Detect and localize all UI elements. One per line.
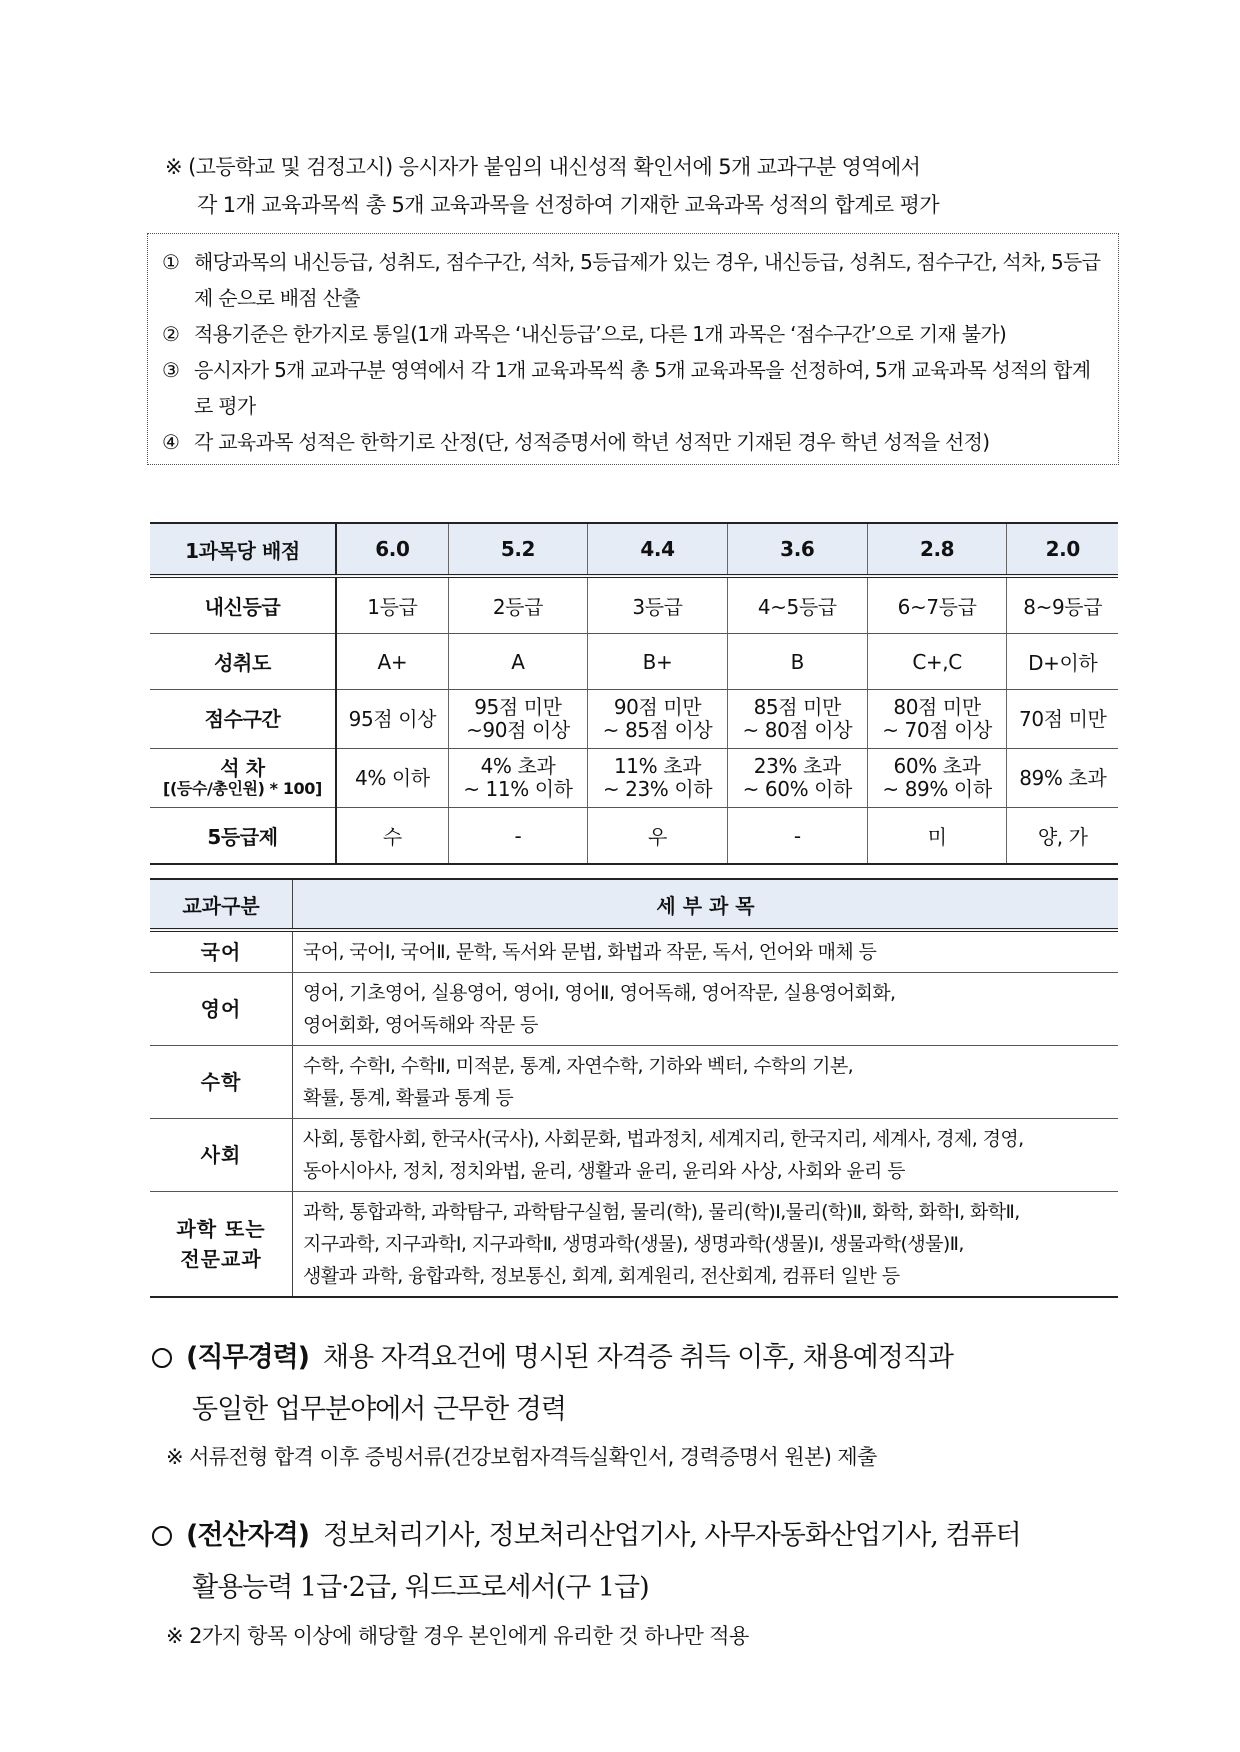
table-cell: 4% 초과 ~ 11% 이하 — [448, 749, 587, 808]
table-cell: 1등급 — [336, 576, 448, 634]
score-table-row — [150, 808, 1118, 865]
subject-category: 국어 — [150, 930, 293, 973]
it-cert-section — [152, 1510, 1132, 1614]
subject-items-line: 국어, 국어Ⅰ, 국어Ⅱ, 문학, 독서와 문법, 화법과 작문, 독서, 언어와 매체 등 — [303, 941, 877, 963]
table-cell: 3등급 — [588, 576, 728, 634]
subject-table-header — [150, 879, 1118, 930]
table-cell: 70점 미만 — [1007, 690, 1118, 749]
rule-number: ② — [162, 322, 180, 346]
table-cell: 2등급 — [448, 576, 587, 634]
score-table — [150, 522, 1118, 865]
row-label — [150, 634, 336, 690]
table-cell: 90점 미만 ~ 85점 이상 — [588, 690, 728, 749]
header-cell: 3.6 — [727, 523, 867, 576]
rule-item — [162, 244, 1106, 316]
table-cell: 95점 이상 — [336, 690, 448, 749]
header-cell: 4.4 — [588, 523, 728, 576]
circle-bullet-icon — [152, 1348, 172, 1368]
table-cell: 4% 이하 — [336, 749, 448, 808]
subject-table — [150, 878, 1118, 1298]
subject-category: 과학 또는 전문교과 — [150, 1192, 293, 1298]
row-label — [150, 576, 336, 634]
it-cert-line1: (전산자격) 정보처리기사, 정보처리산업기사, 사무자동화산업기사, 컴퓨터 — [152, 1510, 1132, 1562]
header-cell: 1과목당 배점 — [150, 523, 336, 576]
career-line2: 동일한 업무분야에서 근무한 경력 — [192, 1394, 566, 1425]
subject-items-line: 동아시아사, 정치, 정치와법, 윤리, 생활과 윤리, 윤리와 사상, 사회와 윤리 등 — [303, 1160, 905, 1182]
header-cell: 교과구분 — [150, 879, 293, 930]
score-table-header — [150, 523, 1118, 576]
header-cell: 5.2 — [448, 523, 587, 576]
table-cell: 89% 초과 — [1007, 749, 1118, 808]
rule-item — [162, 316, 1106, 352]
rule-item — [162, 352, 1106, 424]
table-cell: 6~7등급 — [867, 576, 1007, 634]
table-cell: - — [448, 808, 587, 865]
table-cell: 수 — [336, 808, 448, 865]
rule-text: 적용기준은 한가지로 통일(1개 과목은 ‘내신등급’으로, 다른 1개 과목은 ‘점수구간’으로 기재 불가) — [194, 322, 1007, 346]
it-cert-line2: 활용능력 1급·2급, 워드프로세서(구 1급) — [192, 1572, 649, 1603]
subject-items-line: 확률, 통계, 확률과 통계 등 — [303, 1087, 514, 1109]
it-cert-label: (전산자격) — [186, 1520, 310, 1551]
rule-item — [162, 424, 1106, 460]
table-cell: 85점 미만 ~ 80점 이상 — [727, 690, 867, 749]
rule-text: 각 교육과목 성적은 한학기로 산정(단, 성적증명서에 학년 성적만 기재된 경우 학년 성적을 선정) — [194, 430, 990, 454]
table-cell: D+이하 — [1007, 634, 1118, 690]
table-cell: 우 — [588, 808, 728, 865]
subject-table-row — [150, 1192, 1118, 1298]
subject-items — [293, 1192, 1119, 1298]
subject-table-row — [150, 1119, 1118, 1192]
score-table-row — [150, 634, 1118, 690]
table-cell: 60% 초과 ~ 89% 이하 — [867, 749, 1007, 808]
row-label-text: 내신등급 — [204, 595, 281, 619]
row-label — [150, 690, 336, 749]
header-cell: 세 부 과 목 — [293, 879, 1119, 930]
subject-items — [293, 973, 1119, 1046]
row-label-text: 성취도 — [214, 651, 271, 675]
subject-items-line: 과학, 통합과학, 과학탐구, 과학탐구실험, 물리(학), 물리(학)Ⅰ,물리(학)Ⅱ, 화학, 화학Ⅰ, 화학Ⅱ, — [303, 1201, 1020, 1223]
table-cell: C+,C — [867, 634, 1007, 690]
rule-number: ④ — [162, 430, 180, 454]
header-cell: 2.0 — [1007, 523, 1118, 576]
subject-items-line: 수학, 수학Ⅰ, 수학Ⅱ, 미적분, 통계, 자연수학, 기하와 벡터, 수학의 기본, — [303, 1055, 854, 1077]
row-label — [150, 749, 336, 808]
career-note: ※ 서류전형 합격 이후 증빙서류(건강보험자격득실확인서, 경력증명서 원본) 제출 — [166, 1445, 877, 1469]
subject-table-row — [150, 930, 1118, 973]
subject-items — [293, 1119, 1119, 1192]
it-cert-note: ※ 2가지 항목 이상에 해당할 경우 본인에게 유리한 것 하나만 적용 — [166, 1624, 749, 1648]
rule-text: 응시자가 5개 교과구분 영역에서 각 1개 교육과목씩 총 5개 교육과목을 선정하여, 5개 교육과목 성적의 합계로 평가 — [194, 358, 1091, 418]
header-cell: 2.8 — [867, 523, 1007, 576]
subject-items — [293, 930, 1119, 973]
subject-category: 수학 — [150, 1046, 293, 1119]
table-cell: 80점 미만 ~ 70점 이상 — [867, 690, 1007, 749]
row-label — [150, 808, 336, 865]
subject-items-line: 사회, 통합사회, 한국사(국사), 사회문화, 법과정치, 세계지리, 한국지리, 세계사, 경제, 경영, — [303, 1128, 1024, 1150]
subject-category: 영어 — [150, 973, 293, 1046]
score-table-row — [150, 749, 1118, 808]
top-note-line1: ※ (고등학교 및 검정고시) 응시자가 붙임의 내신성적 확인서에 5개 교과구분 영역에서 — [165, 155, 921, 179]
header-cell: 6.0 — [336, 523, 448, 576]
row-label-text: 석 차 — [220, 756, 265, 780]
rule-number: ③ — [162, 358, 180, 382]
subject-items-line: 지구과학, 지구과학Ⅰ, 지구과학Ⅱ, 생명과학(생물), 생명과학(생물)Ⅰ, 생물과학(생물)Ⅱ, — [303, 1233, 964, 1255]
score-table-row — [150, 690, 1118, 749]
subject-category: 사회 — [150, 1119, 293, 1192]
score-table-row — [150, 576, 1118, 634]
table-cell: - — [727, 808, 867, 865]
table-cell: A — [448, 634, 587, 690]
table-cell: 95점 미만 ~90점 이상 — [448, 690, 587, 749]
career-label: (직무경력) — [186, 1342, 310, 1373]
circle-bullet-icon — [152, 1526, 172, 1546]
subject-items-line: 영어, 기초영어, 실용영어, 영어Ⅰ, 영어Ⅱ, 영어독해, 영어작문, 실용영어회화, — [303, 982, 896, 1004]
table-cell: 11% 초과 ~ 23% 이하 — [588, 749, 728, 808]
top-note — [165, 148, 1125, 224]
table-cell: A+ — [336, 634, 448, 690]
table-cell: 미 — [867, 808, 1007, 865]
career-line1: (직무경력) 채용 자격요건에 명시된 자격증 취득 이후, 채용예정직과 — [152, 1332, 1132, 1384]
top-note-line2: 각 1개 교육과목씩 총 5개 교육과목을 선정하여 기재한 교육과목 성적의 합계로 평가 — [197, 193, 939, 217]
subject-table-row — [150, 1046, 1118, 1119]
table-cell: 4~5등급 — [727, 576, 867, 634]
table-cell: 8~9등급 — [1007, 576, 1118, 634]
row-label-text: 점수구간 — [204, 706, 281, 731]
row-label-text: 5등급제 — [207, 825, 278, 849]
table-cell: 양, 가 — [1007, 808, 1118, 865]
table-cell: 23% 초과 ~ 60% 이하 — [727, 749, 867, 808]
subject-items — [293, 1046, 1119, 1119]
subject-items-line: 생활과 과학, 융합과학, 정보통신, 회계, 회계원리, 전산회계, 컴퓨터 일반 등 — [303, 1265, 900, 1287]
row-sublabel: [(등수/총인원) * 100] — [163, 779, 322, 798]
rule-text: 해당과목의 내신등급, 성취도, 점수구간, 석차, 5등급제가 있는 경우, 내신등급, 성취도, 점수구간, 석차, 5등급제 순으로 배점 산출 — [194, 250, 1101, 310]
career-section — [152, 1332, 1132, 1436]
rules-box — [147, 233, 1119, 465]
table-cell: B — [727, 634, 867, 690]
table-cell: B+ — [588, 634, 728, 690]
rule-number: ① — [162, 250, 180, 274]
subject-items-line: 영어회화, 영어독해와 작문 등 — [303, 1014, 538, 1036]
subject-table-row — [150, 973, 1118, 1046]
